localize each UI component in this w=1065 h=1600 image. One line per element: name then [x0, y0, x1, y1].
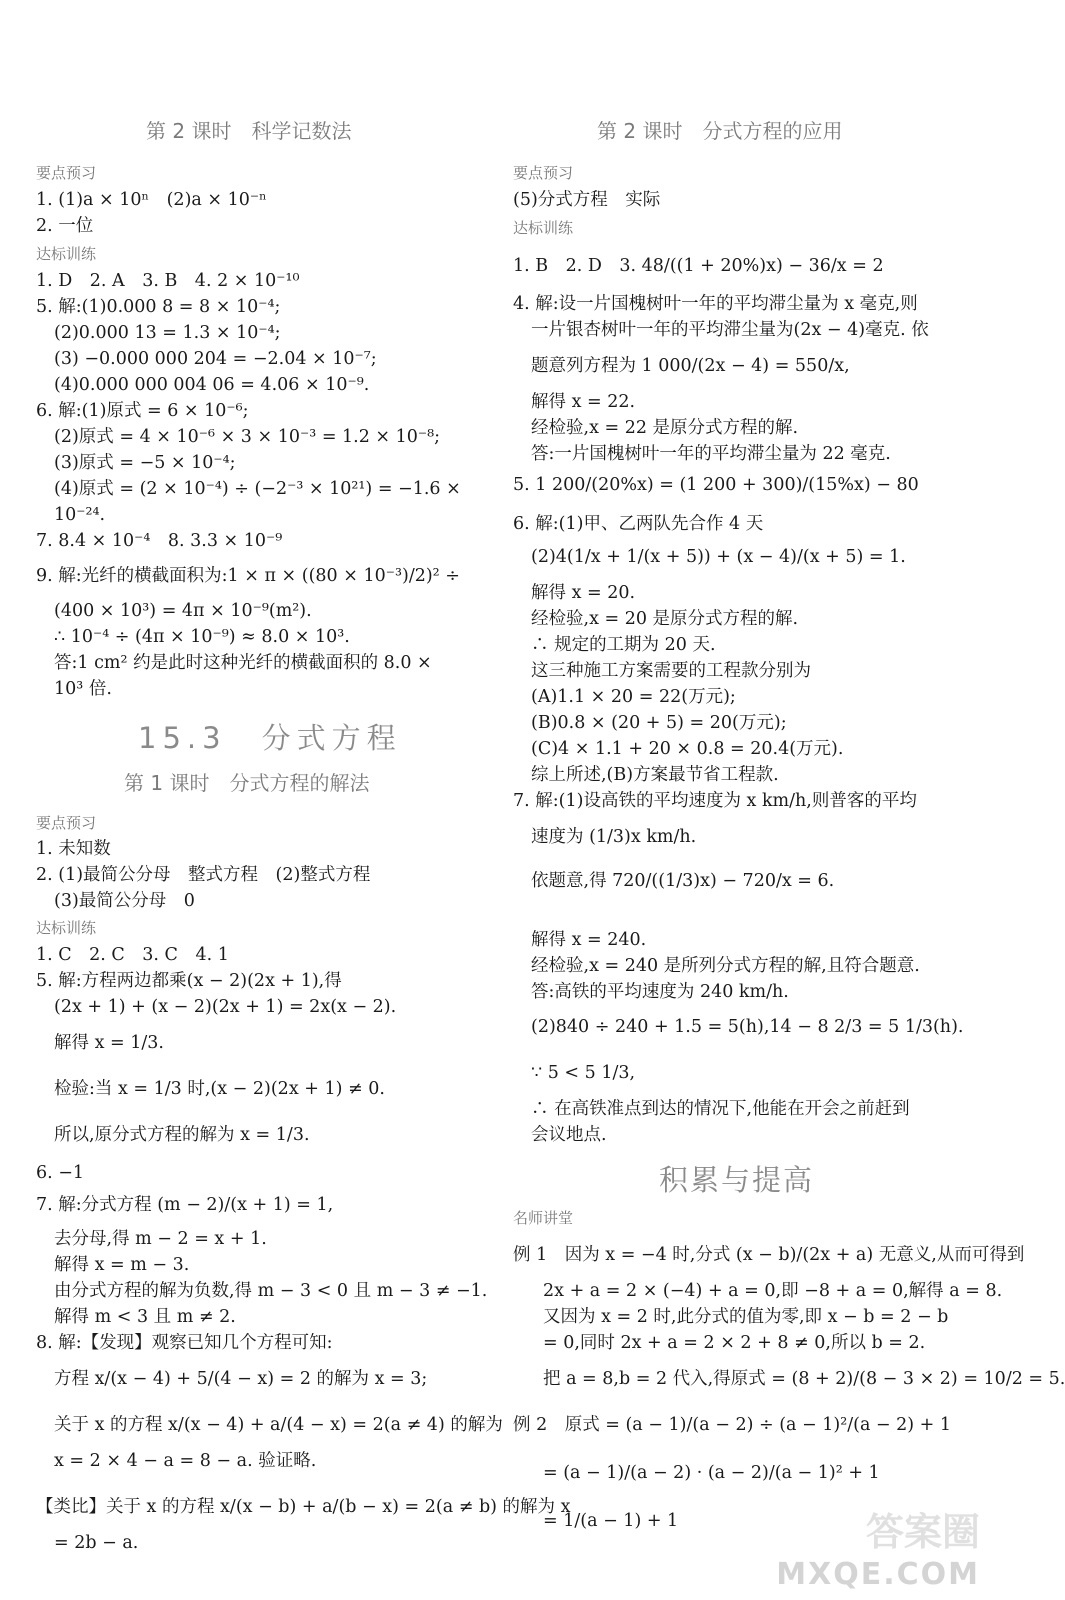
watermark-logo: 答案圈	[865, 1510, 980, 1554]
answer-line: 4. 解:设一片国槐树叶一年的平均滞尘量为 x 毫克,则	[513, 294, 918, 314]
answer-line: 【类比】关于 x 的方程 x/(x − b) + a/(b − x) = 2(a ≠ b) 的解为 x	[36, 1497, 571, 1517]
answer-line: 答:高铁的平均速度为 240 km/h.	[531, 982, 789, 1002]
answer-line: 经检验,x = 240 是所列分式方程的解,且符合题意.	[531, 956, 920, 976]
section-title: 积累与提高	[659, 1163, 815, 1197]
answer-line: 解得 x = m − 3.	[54, 1255, 190, 1275]
answer-line: ∵ 5 < 5 1/3,	[531, 1063, 636, 1083]
example-line: 例 2 原式 = (a − 1)/(a − 2) ÷ (a − 1)²/(a − 2) + 1	[513, 1415, 952, 1435]
answer-line: 关于 x 的方程 x/(x − 4) + a/(4 − x) = 2(a ≠ 4) 的解为	[54, 1415, 503, 1435]
answer-line: 5. 解:方程两边都乘(x − 2)(2x + 1),得	[36, 971, 342, 991]
answer-line: (3) −0.000 000 204 = −2.04 × 10⁻⁷;	[54, 349, 377, 369]
answer-line: 会议地点.	[531, 1125, 607, 1145]
answer-line: (3)最简公分母 0	[54, 891, 195, 911]
lesson-title: 第 1 课时 分式方程的解法	[124, 771, 370, 795]
answer-line: 10³ 倍.	[54, 679, 112, 699]
example-line: = 0,同时 2x + a = 2 × 2 + 8 ≠ 0,所以 b = 2.	[543, 1333, 926, 1353]
answer-line: (A)1.1 × 20 = 22(万元);	[531, 687, 736, 707]
section-label-teacher: 名师讲堂	[513, 1209, 574, 1227]
lesson-title: 第 2 课时 分式方程的应用	[597, 119, 843, 143]
answer-line: 解得 x = 240.	[531, 930, 647, 950]
section-label-practice: 达标训练	[36, 919, 97, 937]
answer-line: ∴ 规定的工期为 20 天.	[531, 635, 716, 655]
section-label-practice: 达标训练	[513, 219, 574, 237]
answer-line: 5. 1 200/(20%x) = (1 200 + 300)/(15%x) − 80	[513, 475, 919, 495]
answer-line: 6. 解:(1)甲、乙两队先合作 4 天	[513, 514, 764, 534]
answer-line: 经检验,x = 20 是原分式方程的解.	[531, 609, 799, 629]
answer-line: 解得 m < 3 且 m ≠ 2.	[54, 1307, 236, 1327]
answer-line: 7. 解:(1)设高铁的平均速度为 x km/h,则普客的平均	[513, 791, 917, 811]
answer-line: 一片银杏树叶一年的平均滞尘量为(2x − 4)毫克. 依	[531, 320, 929, 340]
section-label-practice: 达标训练	[36, 245, 97, 263]
answer-line: 10⁻²⁴.	[54, 505, 106, 525]
answer-line: 1. (1)a × 10ⁿ (2)a × 10⁻ⁿ	[36, 190, 267, 210]
answer-line: (4)原式 = (2 × 10⁻⁴) ÷ (−2⁻³ × 10²¹) = −1.6 ×	[54, 479, 461, 499]
answer-line: 9. 解:光纤的横截面积为:1 × π × ((80 × 10⁻³)/2)² ÷	[36, 566, 460, 586]
answer-line: 依题意,得 720/((1/3)x) − 720/x = 6.	[531, 871, 835, 891]
example-line: 又因为 x = 2 时,此分式的值为零,即 x − b = 2 − b	[543, 1307, 949, 1327]
answer-line: (2)0.000 13 = 1.3 × 10⁻⁴;	[54, 323, 281, 343]
answer-line: (400 × 10³) = 4π × 10⁻⁹(m²).	[54, 601, 312, 621]
answer-line: 由分式方程的解为负数,得 m − 3 < 0 且 m − 3 ≠ −1.	[54, 1281, 488, 1301]
example-line: 把 a = 8,b = 2 代入,得原式 = (8 + 2)/(8 − 3 × 2) = 10/2 = 5.	[543, 1369, 1065, 1389]
answer-line: 6. 解:(1)原式 = 6 × 10⁻⁶;	[36, 401, 249, 421]
answer-line: 7. 解:分式方程 (m − 2)/(x + 1) = 1,	[36, 1195, 334, 1215]
section-title: 15.3 分式方程	[138, 721, 402, 755]
answer-line: 答:一片国槐树叶一年的平均滞尘量为 22 毫克.	[531, 444, 891, 464]
answer-line: 速度为 (1/3)x km/h.	[531, 827, 697, 847]
example-line: 2x + a = 2 × (−4) + a = 0,即 −8 + a = 0,解得 a = 8.	[543, 1281, 1003, 1301]
answer-line: 6. −1	[36, 1163, 85, 1183]
answer-line: 去分母,得 m − 2 = x + 1.	[54, 1229, 267, 1249]
answer-line: 解得 x = 20.	[531, 583, 636, 603]
answer-line: 综上所述,(B)方案最节省工程款.	[531, 765, 779, 785]
section-label-preview: 要点预习	[36, 164, 97, 182]
watermark-text: MXQE.COM	[776, 1557, 980, 1592]
section-label-preview: 要点预习	[36, 814, 97, 832]
answer-line: 5. 解:(1)0.000 8 = 8 × 10⁻⁴;	[36, 297, 281, 317]
answer-line: 检验:当 x = 1/3 时,(x − 2)(2x + 1) ≠ 0.	[54, 1079, 385, 1099]
lesson-title: 第 2 课时 科学记数法	[146, 119, 352, 143]
answer-line: ∴ 在高铁准点到达的情况下,他能在开会之前赶到	[531, 1099, 910, 1119]
answer-line: 解得 x = 1/3.	[54, 1033, 164, 1053]
answer-line: 题意列方程为 1 000/(2x − 4) = 550/x,	[531, 356, 850, 376]
answer-line: (C)4 × 1.1 + 20 × 0.8 = 20.4(万元).	[531, 739, 844, 759]
answer-line: 1. 未知数	[36, 839, 111, 859]
example-line: 例 1 因为 x = −4 时,分式 (x − b)/(2x + a) 无意义,从而可得到	[513, 1245, 1025, 1265]
answer-line: 经检验,x = 22 是原分式方程的解.	[531, 418, 799, 438]
answer-line: 答:1 cm² 约是此时这种光纤的横截面积的 8.0 ×	[54, 653, 432, 673]
answer-line: x = 2 × 4 − a = 8 − a. 验证略.	[54, 1451, 317, 1471]
answer-line: 所以,原分式方程的解为 x = 1/3.	[54, 1125, 310, 1145]
answer-line: ∴ 10⁻⁴ ÷ (4π × 10⁻⁹) ≈ 8.0 × 10³.	[54, 627, 350, 647]
answer-line: = 2b − a.	[54, 1533, 139, 1553]
answer-line: 解得 x = 22.	[531, 392, 636, 412]
example-line: = (a − 1)/(a − 2) · (a − 2)/(a − 1)² + 1	[543, 1463, 880, 1483]
answer-line: 7. 8.4 × 10⁻⁴ 8. 3.3 × 10⁻⁹	[36, 531, 283, 551]
answer-line: 1. C 2. C 3. C 4. 1	[36, 945, 229, 965]
answer-line: (2)原式 = 4 × 10⁻⁶ × 3 × 10⁻³ = 1.2 × 10⁻⁸;	[54, 427, 441, 447]
answer-line: (4)0.000 000 004 06 = 4.06 × 10⁻⁹.	[54, 375, 370, 395]
answer-line: 1. D 2. A 3. B 4. 2 × 10⁻¹⁰	[36, 271, 300, 291]
answer-line: (B)0.8 × (20 + 5) = 20(万元);	[531, 713, 787, 733]
answer-line: (3)原式 = −5 × 10⁻⁴;	[54, 453, 236, 473]
section-label-preview: 要点预习	[513, 164, 574, 182]
answer-line: 这三种施工方案需要的工程款分别为	[531, 661, 811, 681]
answer-line: (2)840 ÷ 240 + 1.5 = 5(h),14 − 8 2/3 = 5 1/3(h).	[531, 1017, 964, 1037]
answer-line: 2. (1)最简公分母 整式方程 (2)整式方程	[36, 865, 371, 885]
example-line: = 1/(a − 1) + 1	[543, 1511, 679, 1531]
answer-line: (5)分式方程 实际	[513, 190, 661, 210]
answer-line: 2. 一位	[36, 216, 94, 236]
answer-line: 方程 x/(x − 4) + 5/(4 − x) = 2 的解为 x = 3;	[54, 1369, 428, 1389]
answer-line: 1. B 2. D 3. 48/((1 + 20%)x) − 36/x = 2	[513, 256, 884, 276]
answer-line: (2x + 1) + (x − 2)(2x + 1) = 2x(x − 2).	[54, 997, 397, 1017]
answer-line: 8. 解:【发现】观察已知几个方程可知:	[36, 1333, 333, 1353]
answer-line: (2)4(1/x + 1/(x + 5)) + (x − 4)/(x + 5) = 1.	[531, 547, 906, 567]
